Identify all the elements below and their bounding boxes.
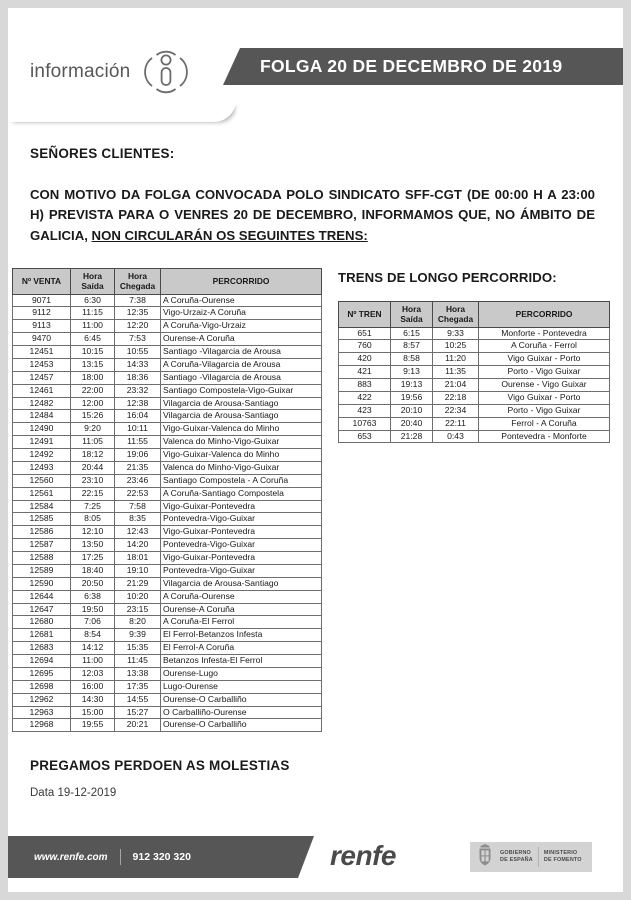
cell-train-number: 12962 [13,693,71,706]
cell-train-number: 10763 [339,417,391,430]
cell-route: El Ferrol-Betanzos Infesta [161,629,322,642]
cell-route: Valenca do Minho-Vigo-Guixar [161,436,322,449]
cell-route: Ourense-A Coruña [161,603,322,616]
cell-route: Valenca do Minho-Vigo-Guixar [161,461,322,474]
table-row [13,590,322,603]
cell-arrival-time: 22:53 [115,487,161,500]
cell-arrival-time: 11:35 [433,366,479,379]
table-row [13,629,322,642]
cell-arrival-time: 21:29 [115,577,161,590]
cell-train-number: 12680 [13,616,71,629]
cell-departure-time: 19:56 [391,391,433,404]
document-header [8,8,623,118]
table-row [13,552,322,565]
regional-trains-table [12,268,322,732]
cell-arrival-time: 11:55 [115,436,161,449]
cell-arrival-time: 15:27 [115,706,161,719]
cell-train-number: 653 [339,430,391,443]
informacion-logo [30,46,188,98]
cell-train-number: 9112 [13,307,71,320]
cell-departure-time: 8:54 [71,629,115,642]
cell-arrival-time: 8:20 [115,616,161,629]
cell-departure-time: 8:05 [71,513,115,526]
tables-container [8,268,623,732]
cell-train-number: 422 [339,391,391,404]
cell-route: Vilagarcia de Arousa-Santiago [161,410,322,423]
cell-route: Ourense-Lugo [161,667,322,680]
cell-departure-time: 23:10 [71,474,115,487]
table-row [13,680,322,693]
gov-logo-divider [538,847,539,867]
cell-arrival-time: 8:35 [115,513,161,526]
table-row [13,294,322,307]
cell-route: Vigo-Guixar-Valenca do Minho [161,423,322,436]
renfe-logo: renfe [330,840,396,871]
cell-train-number: 12647 [13,603,71,616]
col-header-num: Nº VENTA [13,269,71,294]
cell-arrival-time: 22:11 [433,417,479,430]
cell-departure-time: 18:12 [71,449,115,462]
notice-paragraph [30,185,595,246]
table-row [339,366,610,379]
cell-arrival-time: 23:46 [115,474,161,487]
cell-departure-time: 6:15 [391,327,433,340]
document-page [8,8,623,892]
cell-arrival-time: 11:45 [115,655,161,668]
cell-train-number: 12461 [13,384,71,397]
col-header-salida: Hora Saída [391,302,433,327]
cell-arrival-time: 10:25 [433,340,479,353]
cell-arrival-time: 19:06 [115,449,161,462]
footer-website-link[interactable]: www.renfe.com [34,851,108,863]
cell-departure-time: 15:26 [71,410,115,423]
date-line: Data 19-12-2019 [30,787,117,800]
cell-route: Pontevedra-Vigo-Guixar [161,513,322,526]
col-header-percorrido: PERCORRIDO [161,269,322,294]
cell-arrival-time: 14:33 [115,358,161,371]
cell-train-number: 883 [339,379,391,392]
cell-route: Santiago -Vilagarcia de Arousa [161,371,322,384]
table-row [13,397,322,410]
cell-arrival-time: 22:18 [433,391,479,404]
informacion-label: información [30,61,131,82]
notice-text-underlined: NON CIRCULARÁN OS SEGUINTES TRENS: [91,227,368,243]
cell-departure-time: 14:12 [71,642,115,655]
cell-train-number: 12695 [13,667,71,680]
cell-route: Ourense-O Carballiño [161,719,322,732]
footer-divider [120,849,121,865]
cell-train-number: 12584 [13,500,71,513]
cell-route: Vigo-Guixar-Pontevedra [161,526,322,539]
cell-train-number: 9113 [13,320,71,333]
cell-route: Pontevedra-Vigo-Guixar [161,539,322,552]
cell-route: Santiago Compostela-Vigo-Guixar [161,384,322,397]
cell-route: Pontevedra - Monforte [479,430,610,443]
cell-route: Pontevedra-Vigo-Guixar [161,564,322,577]
cell-route: Vigo-Guixar-Pontevedra [161,552,322,565]
table-row [13,436,322,449]
table-row [339,417,610,430]
table-row [13,320,322,333]
cell-departure-time: 22:00 [71,384,115,397]
table-row [13,667,322,680]
table-row [13,346,322,359]
table-row [13,384,322,397]
cell-departure-time: 19:55 [71,719,115,732]
cell-arrival-time: 11:20 [433,353,479,366]
cell-route: Lugo-Ourense [161,680,322,693]
cell-route: Vigo Guixar - Porto [479,391,610,404]
table-row [13,603,322,616]
cell-arrival-time: 13:38 [115,667,161,680]
cell-departure-time: 19:13 [391,379,433,392]
cell-route: Vigo Guixar - Porto [479,353,610,366]
cell-arrival-time: 22:34 [433,404,479,417]
cell-train-number: 9071 [13,294,71,307]
cell-route: Vilagarcia de Arousa-Santiago [161,397,322,410]
col-header-salida: Hora Saída [71,269,115,294]
table-row [13,719,322,732]
table-row [13,358,322,371]
cell-arrival-time: 10:20 [115,590,161,603]
col-header-chegada: Hora Chegada [115,269,161,294]
cell-train-number: 12968 [13,719,71,732]
table-row [13,487,322,500]
cell-departure-time: 20:10 [391,404,433,417]
cell-train-number: 760 [339,340,391,353]
cell-train-number: 12561 [13,487,71,500]
cell-route: O Carballiño-Ourense [161,706,322,719]
cell-route: A Coruña - Ferrol [479,340,610,353]
cell-train-number: 12587 [13,539,71,552]
table-row [13,526,322,539]
table-row [13,564,322,577]
cell-departure-time: 20:40 [391,417,433,430]
table-row [339,391,610,404]
cell-route: A Coruña-Vigo-Urzaiz [161,320,322,333]
footer-contact-bar [8,836,298,878]
table-row [339,430,610,443]
table-row [13,333,322,346]
apology-line: PREGAMOS PERDOEN AS MOLESTIAS [30,758,290,774]
cell-route: El Ferrol-A Coruña [161,642,322,655]
table-row [13,461,322,474]
cell-train-number: 421 [339,366,391,379]
cell-route: Santiago -Vilagarcia de Arousa [161,346,322,359]
table-header-row [339,302,610,327]
cell-departure-time: 20:44 [71,461,115,474]
long-distance-column [338,268,610,443]
cell-train-number: 12490 [13,423,71,436]
header-curve-decoration [8,100,236,122]
table-row [339,353,610,366]
banner-title: FOLGA 20 DE DECEMBRO DE 2019 [260,56,563,76]
cell-departure-time: 6:38 [71,590,115,603]
cell-train-number: 12694 [13,655,71,668]
cell-arrival-time: 7:38 [115,294,161,307]
cell-train-number: 12453 [13,358,71,371]
long-distance-trains-table [338,301,610,443]
table-row [13,616,322,629]
col-header-percorrido: PERCORRIDO [479,302,610,327]
cell-train-number: 12588 [13,552,71,565]
table-row [13,410,322,423]
cell-departure-time: 6:45 [71,333,115,346]
cell-arrival-time: 12:43 [115,526,161,539]
table-row [13,642,322,655]
cell-departure-time: 18:00 [71,371,115,384]
cell-departure-time: 13:15 [71,358,115,371]
table-row [339,379,610,392]
cell-route: A Coruña-Ourense [161,294,322,307]
cell-departure-time: 20:50 [71,577,115,590]
table-header-row [13,269,322,294]
cell-departure-time: 8:57 [391,340,433,353]
cell-train-number: 12493 [13,461,71,474]
cell-departure-time: 11:00 [71,655,115,668]
cell-route: A Coruña-Santiago Compostela [161,487,322,500]
cell-train-number: 651 [339,327,391,340]
table-row [339,327,610,340]
cell-departure-time: 15:00 [71,706,115,719]
cell-arrival-time: 20:21 [115,719,161,732]
cell-train-number: 12963 [13,706,71,719]
table-row [13,693,322,706]
cell-route: Ourense-O Carballiño [161,693,322,706]
cell-arrival-time: 17:35 [115,680,161,693]
cell-train-number: 12560 [13,474,71,487]
cell-route: Vigo-Urzaiz-A Coruña [161,307,322,320]
cell-train-number: 9470 [13,333,71,346]
cell-arrival-time: 21:35 [115,461,161,474]
notice-section [8,146,623,246]
cell-arrival-time: 12:35 [115,307,161,320]
cell-train-number: 12451 [13,346,71,359]
table-row [339,404,610,417]
cell-route: Porto - Vigo Guixar [479,404,610,417]
table-row [339,340,610,353]
table-row [13,474,322,487]
cell-train-number: 12457 [13,371,71,384]
table-row [13,500,322,513]
table-row [13,577,322,590]
cell-arrival-time: 18:01 [115,552,161,565]
cell-departure-time: 10:15 [71,346,115,359]
cell-departure-time: 22:15 [71,487,115,500]
notice-text-main: CON MOTIVO DA FOLGA CONVOCADA POLO SINDICATO SFF-CGT (DE 00:00 H A 23:00 H) PREVISTA PARA O VENRES 20 DE DECEMBRO, INFORMAMOS QUE, NO ÁMBITO DE GALICIA, [30,187,595,243]
cell-arrival-time: 9:33 [433,327,479,340]
cell-departure-time: 19:50 [71,603,115,616]
document-footer [8,836,623,878]
col-header-num: Nº TREN [339,302,391,327]
cell-train-number: 12585 [13,513,71,526]
cell-train-number: 12484 [13,410,71,423]
cell-route: Monforte - Pontevedra [479,327,610,340]
cell-departure-time: 17:25 [71,552,115,565]
banner [240,48,623,85]
cell-arrival-time: 0:43 [433,430,479,443]
cell-departure-time: 14:30 [71,693,115,706]
cell-arrival-time: 12:38 [115,397,161,410]
table-row [13,449,322,462]
cell-route: Ourense-A Coruña [161,333,322,346]
cell-departure-time: 12:10 [71,526,115,539]
cell-departure-time: 8:58 [391,353,433,366]
information-person-icon [144,46,188,98]
gobierno-de-espana-text: GOBIERNO DE ESPAÑA [500,849,533,863]
col-header-chegada: Hora Chegada [433,302,479,327]
cell-arrival-time: 23:32 [115,384,161,397]
long-distance-heading: TRENS DE LONGO PERCORRIDO: [338,270,557,286]
cell-route: A Coruña-Ourense [161,590,322,603]
cell-route: Vigo-Guixar-Valenca do Minho [161,449,322,462]
cell-route: Porto - Vigo Guixar [479,366,610,379]
cell-train-number: 12698 [13,680,71,693]
table-row [13,655,322,668]
table-row [13,371,322,384]
cell-route: Vilagarcia de Arousa-Santiago [161,577,322,590]
cell-departure-time: 11:15 [71,307,115,320]
cell-train-number: 12492 [13,449,71,462]
cell-departure-time: 7:06 [71,616,115,629]
table-row [13,423,322,436]
cell-route: Santiago Compostela - A Coruña [161,474,322,487]
cell-departure-time: 6:30 [71,294,115,307]
cell-train-number: 12681 [13,629,71,642]
table-row [13,307,322,320]
cell-train-number: 12589 [13,564,71,577]
government-of-spain-logo [470,842,592,872]
cell-departure-time: 12:03 [71,667,115,680]
cell-train-number: 420 [339,353,391,366]
cell-departure-time: 9:20 [71,423,115,436]
cell-arrival-time: 9:39 [115,629,161,642]
cell-route: Vigo-Guixar-Pontevedra [161,500,322,513]
cell-departure-time: 21:28 [391,430,433,443]
footer-phone-number: 912 320 320 [132,851,191,863]
cell-departure-time: 11:05 [71,436,115,449]
cell-arrival-time: 16:04 [115,410,161,423]
cell-departure-time: 11:00 [71,320,115,333]
table-row [13,539,322,552]
cell-arrival-time: 10:55 [115,346,161,359]
cell-arrival-time: 10:11 [115,423,161,436]
cell-departure-time: 13:50 [71,539,115,552]
cell-arrival-time: 7:58 [115,500,161,513]
cell-departure-time: 18:40 [71,564,115,577]
table-row [13,513,322,526]
cell-train-number: 12491 [13,436,71,449]
cell-train-number: 12586 [13,526,71,539]
cell-arrival-time: 14:55 [115,693,161,706]
cell-arrival-time: 14:20 [115,539,161,552]
cell-route: A Coruña-El Ferrol [161,616,322,629]
cell-train-number: 423 [339,404,391,417]
cell-arrival-time: 15:35 [115,642,161,655]
cell-arrival-time: 18:36 [115,371,161,384]
salutation: SEÑORES CLIENTES: [30,146,175,161]
ministerio-de-fomento-text: MINISTERIO DE FOMENTO [543,849,582,863]
cell-route: Ferrol - A Coruña [479,417,610,430]
cell-arrival-time: 12:20 [115,320,161,333]
cell-arrival-time: 19:10 [115,564,161,577]
spain-coat-of-arms-icon [475,843,495,872]
cell-departure-time: 16:00 [71,680,115,693]
cell-departure-time: 9:13 [391,366,433,379]
table-row [13,706,322,719]
cell-route: Betanzos Infesta-El Ferrol [161,655,322,668]
cell-arrival-time: 23:15 [115,603,161,616]
cell-departure-time: 12:00 [71,397,115,410]
cell-train-number: 12482 [13,397,71,410]
cell-route: Ourense - Vigo Guixar [479,379,610,392]
cell-train-number: 12683 [13,642,71,655]
cell-route: A Coruña-Vilagarcia de Arousa [161,358,322,371]
cell-arrival-time: 21:04 [433,379,479,392]
cell-departure-time: 7:25 [71,500,115,513]
regional-table-column [12,268,322,732]
cell-arrival-time: 7:53 [115,333,161,346]
cell-train-number: 12590 [13,577,71,590]
cell-train-number: 12644 [13,590,71,603]
